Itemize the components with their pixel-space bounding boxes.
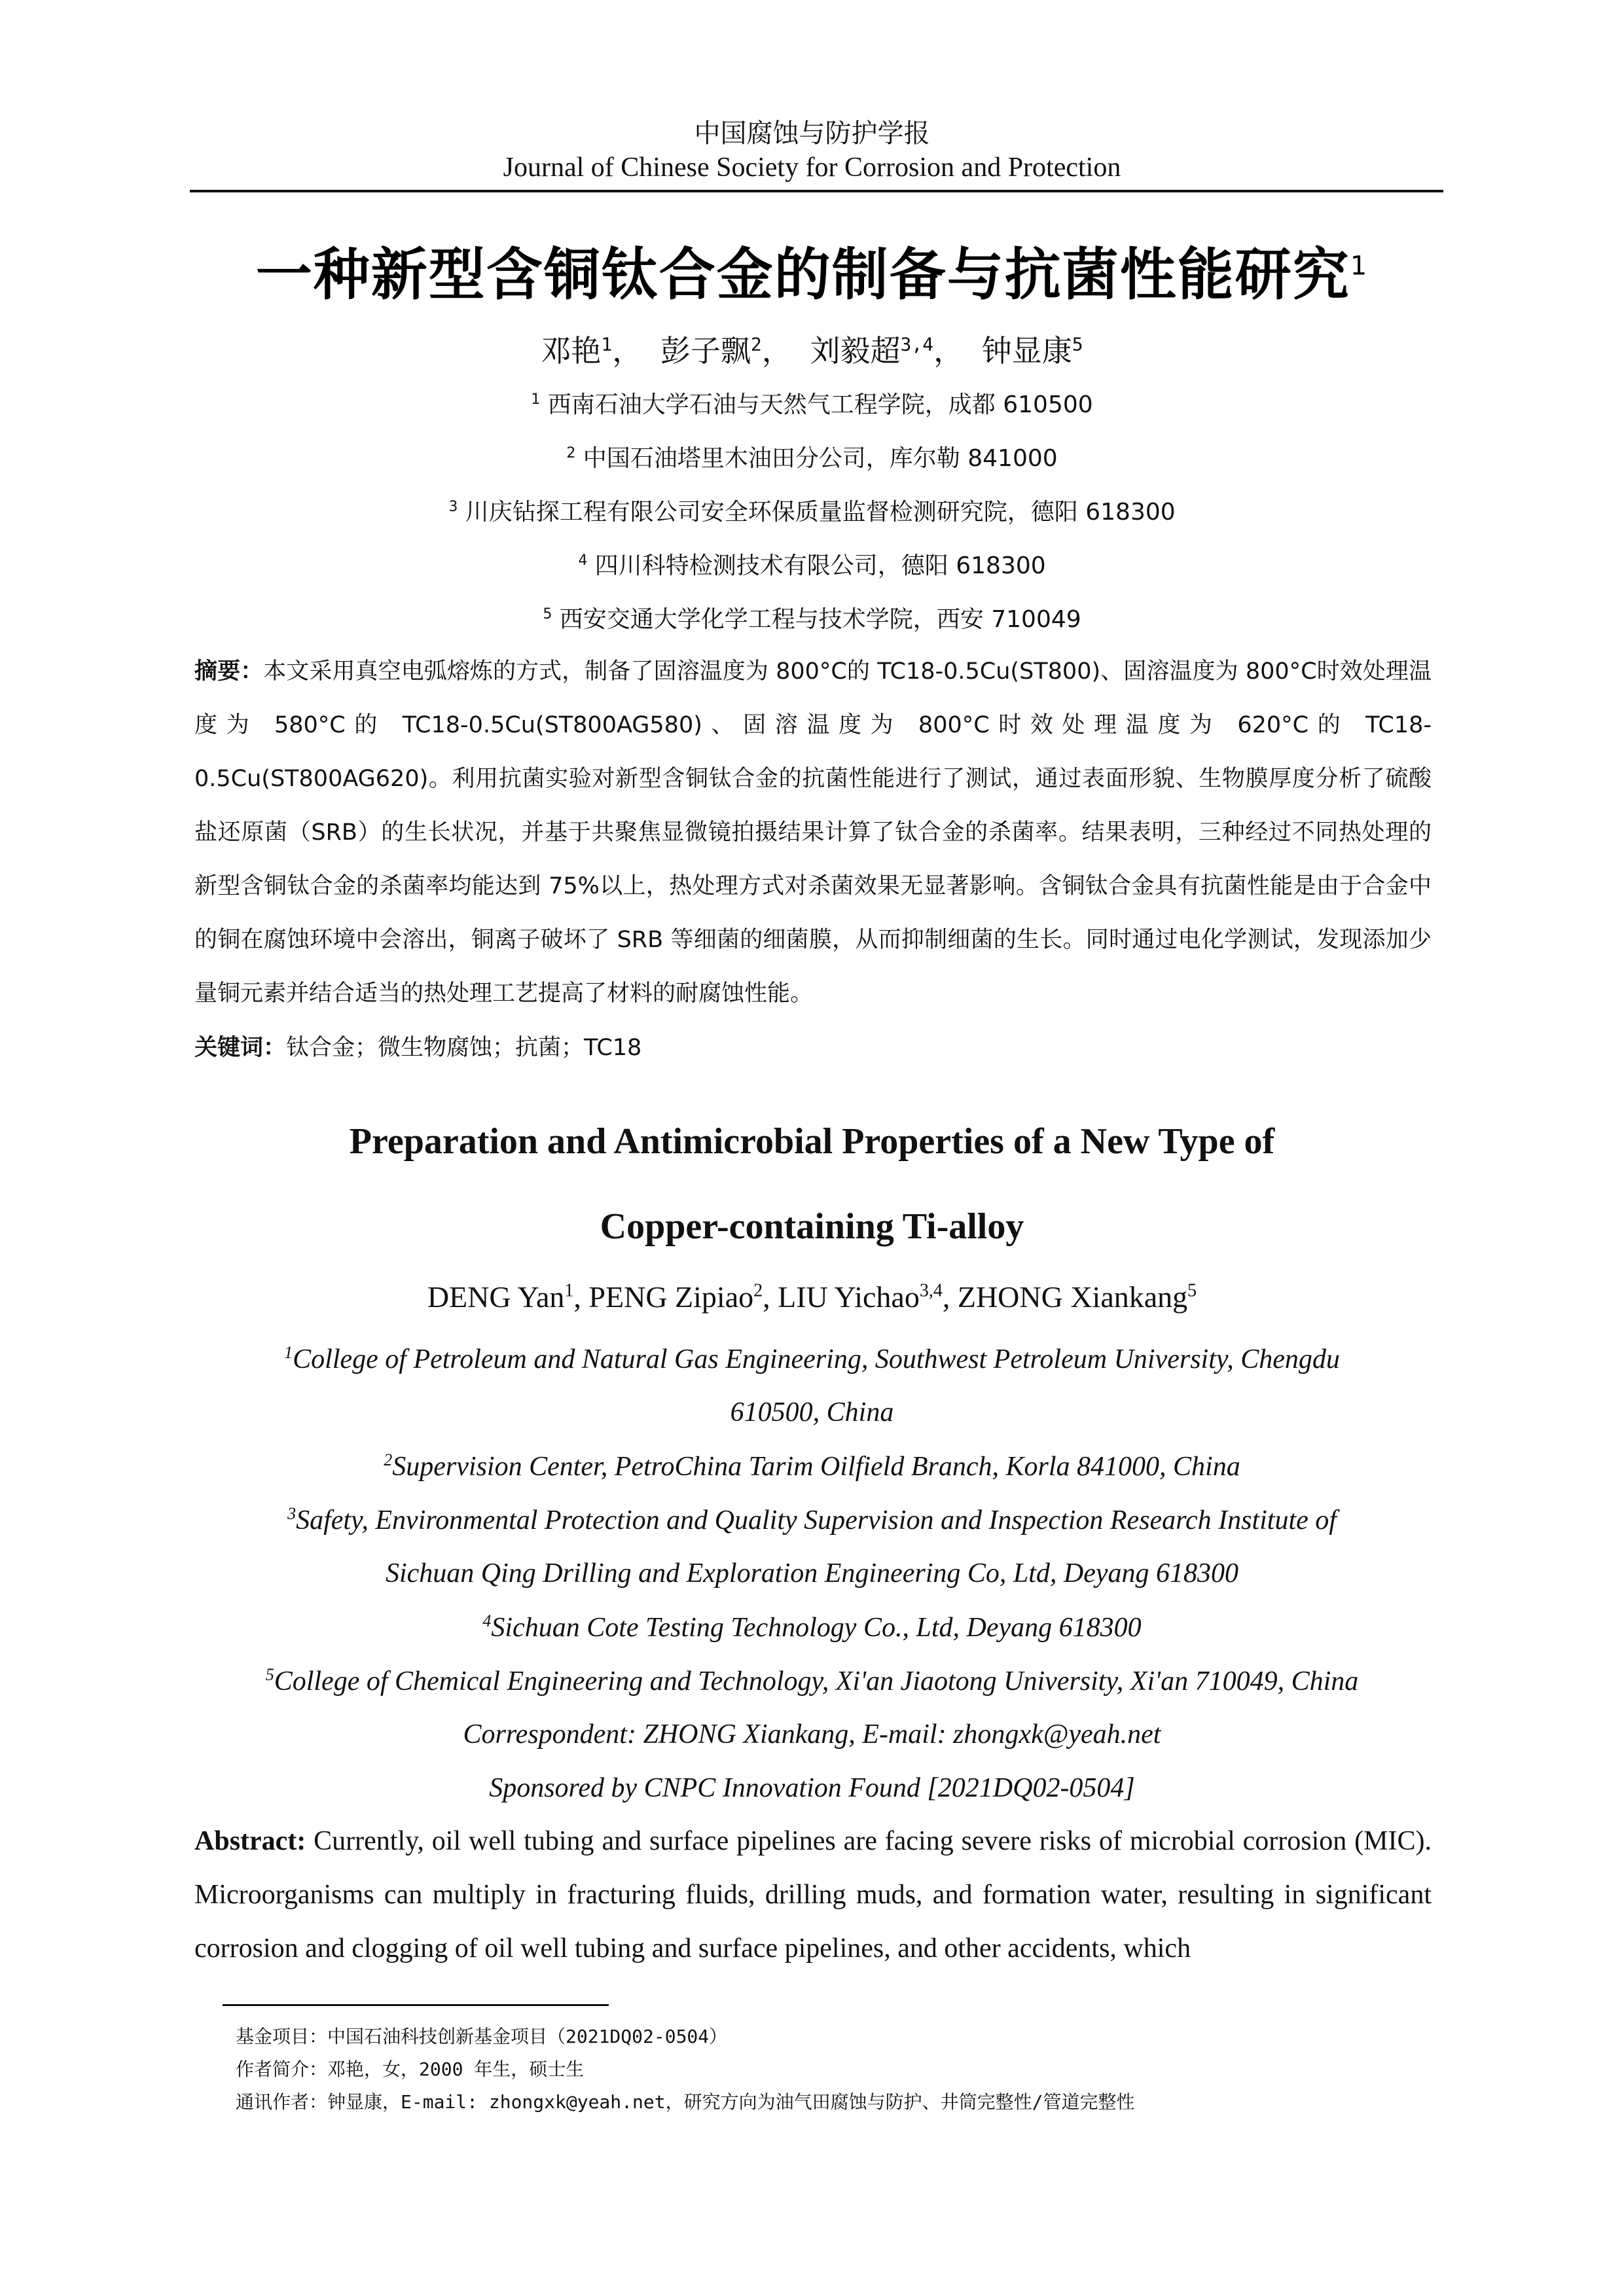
paper-title-cn-text: 一种新型含铜钛合金的制备与抗菌性能研究 [255, 242, 1350, 308]
affiliation-cn [0, 493, 1624, 527]
paper-title-en-line2: Copper-containing Ti-alloy [600, 1206, 1024, 1247]
author-list-cn: 邓艳$^1$， 彭子飘$^2$， 刘毅超$^{3,4}$， 钟显康$^5$ [541, 333, 1083, 368]
footnote-correspondent: 通讯作者：钟显康，E-mail: zhongxk@yeah.net，研究方向为油气田腐蚀与防护、井筒完整性/管道完整性 [236, 2091, 1135, 2113]
affiliation-mark: 2 [566, 445, 576, 461]
paper-title-en-line1: Preparation and Antimicrobial Properties of a New Type of [349, 1121, 1275, 1162]
affiliation-mark: 4 [578, 552, 588, 569]
affiliation-cn [0, 547, 1624, 581]
affiliation-mark: 1 [531, 391, 541, 408]
author-separator: , [573, 1280, 589, 1314]
journal-name-cn: 中国腐蚀与防护学报 [694, 118, 930, 148]
author-cn: 钟显康 [981, 333, 1072, 368]
author-cn: 彭子飘 [660, 333, 751, 368]
affiliation-en [0, 1343, 1624, 1375]
footnote-funding: 基金项目：中国石油科技创新基金项目（2021DQ02-0504） [236, 2026, 728, 2047]
abstract-en-label: Abstract: [194, 1826, 306, 1856]
keywords-cn-text: 钛合金；微生物腐蚀；抗菌；TC18 [286, 1035, 642, 1061]
affiliation-en-continued: 610500, China [730, 1397, 894, 1427]
author-en: DENG Yan [427, 1280, 565, 1314]
affiliation-mark: 3 [448, 499, 458, 515]
header-divider [190, 190, 1443, 192]
keywords-cn [194, 1021, 1432, 1075]
affiliation-text: College of Chemical Engineering and Technology, Xi'an Jiaotong University, Xi'an 710049, China [274, 1666, 1359, 1696]
abstract-cn-label: 摘要： [194, 658, 264, 685]
affiliation-mark: 5 [543, 606, 552, 622]
abstract-en [194, 1814, 1432, 1975]
abstract-en-text: Currently, oil well tubing and surface pipelines are facing severe risks of microbial corrosion (MIC). Microorganisms can multiply in fracturing fluids, drilling muds, and formation water, resulting in significant corrosion and clogging of oil well tubing and surface pipelines, and other accidents, which [194, 1826, 1432, 1964]
author-affiliation-mark: 3,4 [900, 333, 934, 355]
journal-name-en: Journal of Chinese Society for Corrosion and Protection [503, 152, 1121, 183]
author-affiliation-mark: 2 [750, 333, 762, 355]
abstract-cn [194, 645, 1432, 1020]
affiliation-mark: 2 [384, 1450, 393, 1469]
affiliation-text: Supervision Center, PetroChina Tarim Oilfield Branch, Korla 841000, China [392, 1452, 1240, 1482]
affiliation-text: Safety, Environmental Protection and Quality Supervision and Inspection Research Institute of [296, 1505, 1337, 1535]
affiliation-mark: 5 [265, 1665, 274, 1684]
affiliation-mark: 1 [284, 1343, 293, 1362]
author-cn: 邓艳 [541, 333, 602, 368]
affiliation-en [0, 1611, 1624, 1643]
affiliation-cn [0, 601, 1624, 634]
abstract-cn-text: 本文采用真空电弧熔炼的方式，制备了固溶温度为 800°C的 TC18-0.5Cu(ST800)、固溶温度为 800°C时效处理温度为 580°C的 TC18-0.5Cu(ST800AG580)、固溶温度为 800°C时效处理温度为 620°C的 TC18-0.5Cu(ST800AG620)。利用抗菌实验对新型含铜钛合金的抗菌性能进行了测试，通过表面形貌、生物膜厚度分析了硫酸盐还原菌（SRB）的生长状况，并基于共聚焦显微镜拍摄结果计算了钛合金的杀菌率。结果表明，三种经过不同热处理的新型含铜钛合金的杀菌率均能达到 75%以上，热处理方式对杀菌效果无显著影响。含铜钛合金具有抗菌性能是由于合金中的铜在腐蚀环境中会溶出，铜离子破坏了 SRB 等细菌的细菌膜，从而抑制细菌的生长。同时通过电化学测试，发现添加少量铜元素并结合适当的热处理工艺提高了材料的耐腐蚀性能。 [194, 658, 1432, 1007]
affiliation-cn [0, 386, 1624, 420]
affiliation-mark: 4 [482, 1611, 492, 1630]
affiliation-text: College of Petroleum and Natural Gas Engineering, Southwest Petroleum University, Chengdu [293, 1344, 1340, 1374]
paper-title-cn [0, 229, 1624, 310]
affiliation-cn [0, 440, 1624, 473]
affiliation-text: 中国石油塔里木油田分公司，库尔勒 841000 [583, 445, 1058, 472]
affiliation-en [0, 1450, 1624, 1482]
affiliation-en [0, 1504, 1624, 1536]
author-affiliation-mark: 5 [1187, 1280, 1197, 1301]
author-separator: , [763, 1280, 778, 1314]
author-cn: 刘毅超 [810, 333, 901, 368]
affiliation-text: 西安交通大学化学工程与技术学院，西安 710049 [559, 606, 1081, 633]
author-affiliation-mark: 3,4 [919, 1280, 943, 1301]
affiliation-text: 西南石油大学石油与天然气工程学院，成都 610500 [547, 391, 1093, 418]
affiliation-text: 川庆钻探工程有限公司安全环保质量监督检测研究院，德阳 618300 [465, 499, 1176, 526]
affiliation-en [0, 1665, 1624, 1697]
author-list-en [0, 1280, 1624, 1314]
affiliation-en-continued: Sichuan Qing Drilling and Exploration Engineering Co, Ltd, Deyang 618300 [385, 1558, 1239, 1588]
footnote-author-bio: 作者简介：邓艳，女，2000 年生，硕士生 [236, 2058, 585, 2080]
affiliation-mark: 3 [287, 1504, 297, 1523]
footnote-divider [223, 2004, 609, 2006]
author-separator: , [942, 1280, 958, 1314]
correspondent-en: Correspondent: ZHONG Xiankang, E-mail: zhongxk@yeah.net [463, 1719, 1161, 1749]
title-footnote-mark: 1 [1350, 251, 1369, 281]
author-en: LIU Yichao [778, 1280, 920, 1314]
affiliation-text: 四川科特检测技术有限公司，德阳 618300 [594, 552, 1046, 579]
author-affiliation-mark: 2 [753, 1280, 763, 1301]
affiliation-text: Sichuan Cote Testing Technology Co., Ltd, Deyang 618300 [491, 1613, 1142, 1643]
author-affiliation-mark: 1 [564, 1280, 574, 1301]
keywords-cn-label: 关键词： [194, 1035, 287, 1061]
author-en: ZHONG Xiankang [957, 1280, 1188, 1314]
sponsor-en: Sponsored by CNPC Innovation Found [2021DQ02-0504] [489, 1773, 1135, 1803]
author-affiliation-mark: 5 [1072, 333, 1083, 355]
author-affiliation-mark: 1 [601, 333, 613, 355]
author-en: PENG Zipiao [588, 1280, 754, 1314]
